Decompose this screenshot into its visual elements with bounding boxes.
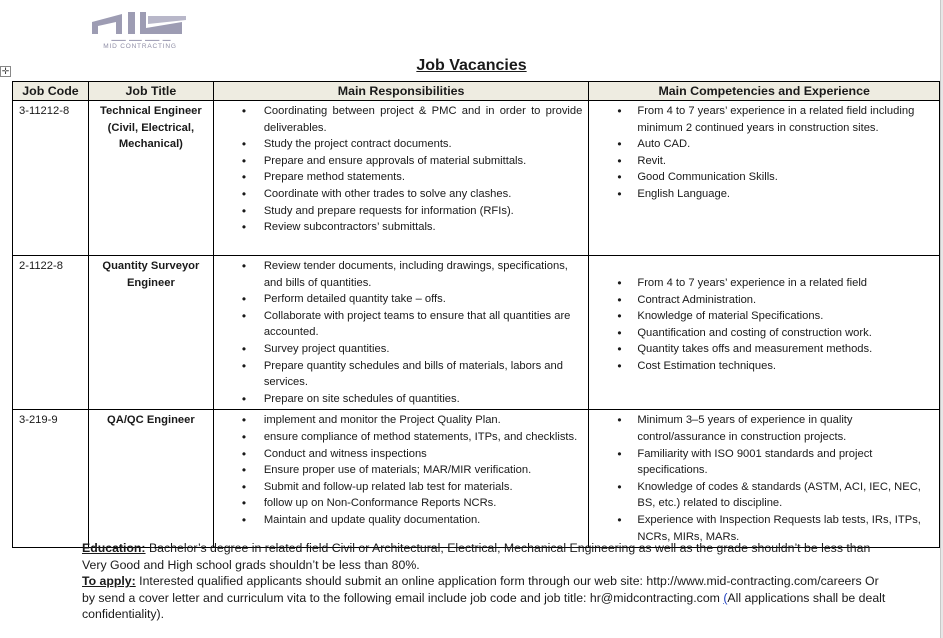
mid-contracting-logo-icon (88, 10, 192, 38)
job-vacancies-table (12, 81, 940, 548)
list-item: • From 4 to 7 years’ experience in a related field (589, 275, 933, 292)
apply-paragraph (82, 573, 892, 623)
list-item: • Quantity takes offs and measurement methods. (589, 341, 933, 358)
list-item: • Good Communication Skills. (589, 169, 933, 186)
list-item: • Collaborate with project teams to ensure that all quantities are accounted. (214, 308, 583, 341)
list-item: • Revit. (589, 153, 933, 170)
list-item: • Prepare quantity schedules and bills of materials, labors and services. (214, 358, 583, 391)
list-item: • Study and prepare requests for information (RFIs). (214, 203, 583, 220)
list-item: • Maintain and update quality documentation. (214, 512, 583, 529)
list-item: • Knowledge of codes & standards (ASTM, ACI, IEC, NEC, BS, etc.) related to discipline. (589, 479, 933, 512)
responsibilities-cell (213, 410, 589, 548)
header-job-code: Job Code (13, 82, 89, 101)
table-header-row (13, 82, 940, 101)
table-row (13, 410, 940, 548)
list-item: • Experience with Inspection Requests lab tests, IRs, ITPs, NCRs, MIRs, MARs. (589, 512, 933, 545)
list-item: • Cost Estimation techniques. (589, 358, 933, 375)
education-text: Bachelor’s degree in related field Civil or Architectural, Electrical, Mechanical Engineering as well as the grade shouldn’t be less than Very Good and High school grads shouldn’t be less than 80%. (82, 541, 871, 572)
table-row (13, 256, 940, 410)
move-arrows-icon[interactable]: ✛ (1, 66, 10, 76)
arabic-wordmark (102, 38, 180, 42)
responsibilities-list (214, 412, 583, 528)
page-title: Job Vacancies (416, 57, 527, 74)
list-item: • Knowledge of material Specifications. (589, 308, 933, 325)
list-item: • Review tender documents, including drawings, specifications, and bills of quantities. (214, 258, 583, 291)
header-job-title: Job Title (88, 82, 213, 101)
job-code: 3-219-9 (13, 410, 89, 548)
list-item: • Ensure proper use of materials; MAR/MIR verification. (214, 462, 583, 479)
apply-paren: ( (723, 590, 728, 605)
list-item: • Coordinate with other trades to solve any clashes. (214, 186, 583, 203)
list-item: • Auto CAD. (589, 136, 933, 153)
list-item: • Contract Administration. (589, 292, 933, 309)
competencies-cell (589, 410, 940, 548)
list-item: • follow up on Non-Conformance Reports NCRs. (214, 495, 583, 512)
list-item: • Coordinating between project & PMC and in order to provide deliverables. (214, 103, 583, 136)
job-code: 3-11212-8 (13, 101, 89, 256)
list-item: • Minimum 3–5 years of experience in quality control/assurance in construction projects. (589, 412, 933, 445)
list-item: • Survey project quantities. (214, 341, 583, 358)
job-code: 2-1122-8 (13, 256, 89, 410)
job-title: Quantity Surveyor Engineer (88, 256, 213, 410)
job-title: Technical Engineer (Civil, Electrical, Mechanical) (88, 101, 213, 256)
list-item: • Perform detailed quantity take – offs. (214, 291, 583, 308)
header-main-responsibilities: Main Responsibilities (213, 82, 589, 101)
responsibilities-list (214, 258, 583, 407)
apply-label: To apply: (82, 574, 136, 589)
list-item: • Prepare and ensure approvals of material submittals. (214, 153, 583, 170)
company-name: MID CONTRACTING (103, 43, 177, 50)
competencies-list (589, 412, 933, 545)
page-title-container (0, 57, 943, 75)
competencies-cell (589, 101, 940, 256)
competencies-list (589, 275, 933, 375)
list-item: • Submit and follow-up related lab test for materials. (214, 479, 583, 496)
list-item: • ensure compliance of method statements, ITPs, and checklists. (214, 429, 583, 446)
apply-note: All applications shall be dealt confidentiality). (82, 590, 886, 622)
list-item: • Conduct and witness inspections (214, 446, 583, 463)
list-item: • Familiarity with ISO 9001 standards and project specifications. (589, 446, 933, 479)
list-item: • Prepare on site schedules of quantities. (214, 391, 583, 408)
list-item: • Quantification and costing of construction work. (589, 325, 933, 342)
competencies-cell (589, 256, 940, 410)
responsibilities-cell (213, 256, 589, 410)
list-item: • From 4 to 7 years’ experience in a related field including minimum 2 continued years in construction sites. (589, 103, 933, 136)
education-label: Education: (82, 541, 146, 555)
footer-notes (82, 540, 892, 623)
list-item: • implement and monitor the Project Quality Plan. (214, 412, 583, 429)
responsibilities-cell (213, 101, 589, 256)
competencies-list (589, 103, 933, 203)
responsibilities-list (214, 103, 583, 236)
job-title: QA/QC Engineer (88, 410, 213, 548)
company-logo (88, 10, 192, 52)
education-paragraph (82, 540, 892, 573)
list-item: • Review subcontractors’ submittals. (214, 219, 583, 236)
apply-text: Interested qualified applicants should submit an online application form through our web site: http://www.mid-contracting.com/careers Or by send a cover letter and curriculum vita to the following email include job code and job title: hr@midcontracting.com (82, 574, 879, 605)
header-main-competencies: Main Competencies and Experience (589, 82, 940, 101)
list-item: • English Language. (589, 186, 933, 203)
list-item: • Study the project contract documents. (214, 136, 583, 153)
list-item: • Prepare method statements. (214, 169, 583, 186)
table-row (13, 101, 940, 256)
